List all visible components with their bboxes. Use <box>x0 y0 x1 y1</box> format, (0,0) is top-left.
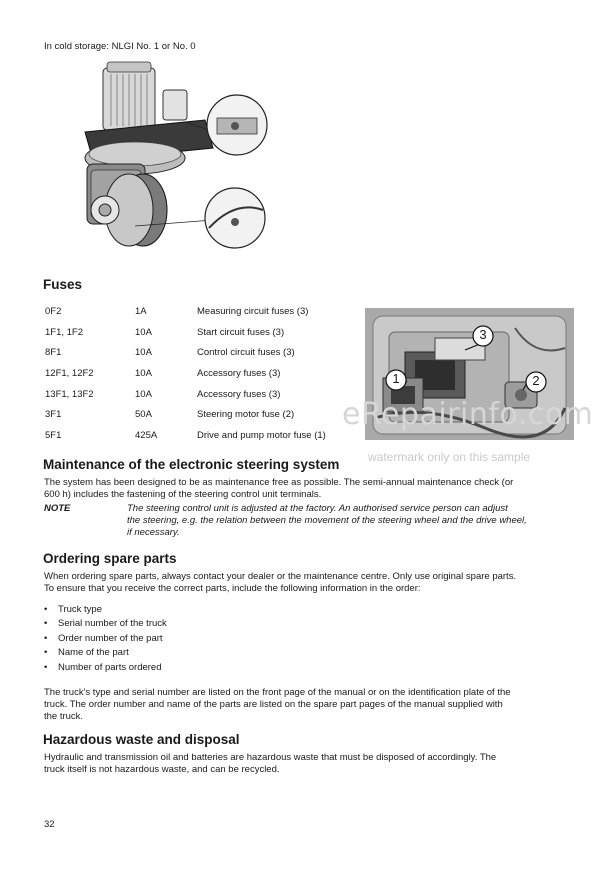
fuse-rating: 10A <box>135 347 152 358</box>
callout-2: 2 <box>532 373 540 388</box>
fuse-row <box>45 389 355 403</box>
fuse-code: 1F1, 1F2 <box>45 327 84 338</box>
bullet-icon: • <box>44 604 48 615</box>
fuse-row <box>45 306 355 320</box>
fuse-code: 5F1 <box>45 430 62 441</box>
fuse-description: Steering motor fuse (2) <box>197 409 295 420</box>
fuse-code: 0F2 <box>45 306 62 317</box>
fuse-description: Accessory fuses (3) <box>197 389 281 400</box>
fuse-rating: 10A <box>135 327 152 338</box>
bullet-icon: • <box>44 662 48 673</box>
fuses-heading: Fuses <box>43 277 83 292</box>
steering-body-line: 600 h) includes the fastening of the steering control unit terminals. <box>44 489 322 500</box>
fuse-rating: 1A <box>135 306 147 317</box>
fuse-code: 3F1 <box>45 409 62 420</box>
fuse-rating: 50A <box>135 409 152 420</box>
hazard-heading: Hazardous waste and disposal <box>43 732 240 747</box>
hazard-line: truck itself is not hazardous waste, and can be recycled. <box>44 764 280 775</box>
bullet-icon: • <box>44 647 48 658</box>
fuse-code: 12F1, 12F2 <box>45 368 94 379</box>
fuse-code: 8F1 <box>45 347 62 358</box>
bullet-icon: • <box>44 618 48 629</box>
fuse-row <box>45 409 355 423</box>
note-line: The steering control unit is adjusted at the factory. An authorised service person can adjust <box>127 503 508 514</box>
fuse-row <box>45 430 355 444</box>
spare-parts-outro: truck. The order number and name of the parts are listed on the spare part pages of the manual supplied with <box>44 699 503 710</box>
fuse-code: 13F1, 13F2 <box>45 389 94 400</box>
hazard-line: Hydraulic and transmission oil and batteries are hazardous waste that must be disposed of accordingly. The <box>44 752 497 763</box>
fuse-description: Start circuit fuses (3) <box>197 327 285 338</box>
spare-parts-outro: The truck's type and serial number are listed on the front page of the manual or on the identification plate of the <box>44 687 511 698</box>
note-label: NOTE <box>44 503 71 514</box>
bullet-icon: • <box>44 633 48 644</box>
callout-3: 3 <box>479 327 487 342</box>
watermark-notice: watermark only on this sample <box>368 450 531 464</box>
watermark-brand: eRepairinfo.com <box>342 397 594 432</box>
fuse-row <box>45 368 355 382</box>
page-number: 32 <box>44 819 55 830</box>
fuse-rating: 10A <box>135 368 152 379</box>
callout-1: 1 <box>392 371 400 386</box>
note-line: if necessary. <box>127 527 180 538</box>
spare-parts-line: To ensure that you receive the correct parts, include the following information in the order: <box>44 583 421 594</box>
fuse-description: Accessory fuses (3) <box>197 368 281 379</box>
steering-body-line: The system has been designed to be as maintenance free as possible. The semi-annual maintenance check (or <box>44 477 514 488</box>
fuse-row <box>45 347 355 361</box>
fuse-rating: 425A <box>135 430 158 441</box>
fuse-description: Control circuit fuses (3) <box>197 347 295 358</box>
spare-parts-line: When ordering spare parts, always contact your dealer or the maintenance centre. Only use original spare parts. <box>44 571 517 582</box>
fuse-description: Measuring circuit fuses (3) <box>197 306 309 317</box>
steering-heading: Maintenance of the electronic steering system <box>43 457 340 472</box>
intro-line: In cold storage: NLGI No. 1 or No. 0 <box>44 41 196 52</box>
drive-unit-illustration <box>75 60 275 255</box>
fuse-description: Drive and pump motor fuse (1) <box>197 430 326 441</box>
spare-parts-outro: the truck. <box>44 711 84 722</box>
fuse-rating: 10A <box>135 389 152 400</box>
note-line: the steering, e.g. the relation between the movement of the steering wheel and the drive wheel, <box>127 515 527 526</box>
fuse-row <box>45 327 355 341</box>
spare-parts-heading: Ordering spare parts <box>43 551 177 566</box>
